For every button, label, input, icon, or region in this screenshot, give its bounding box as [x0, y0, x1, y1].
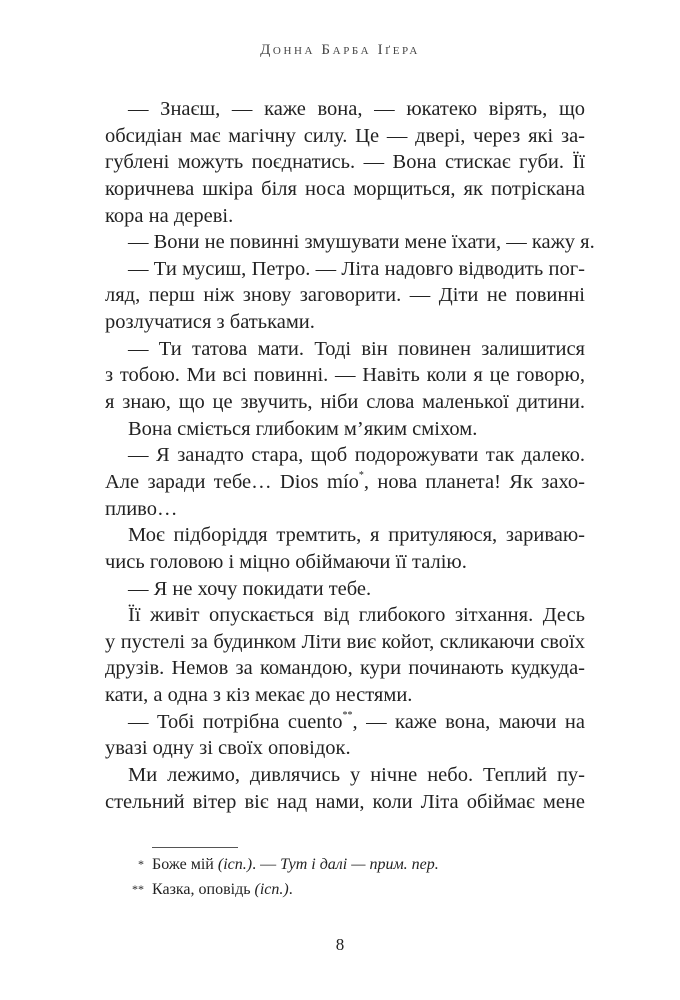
text-line: [105, 469, 585, 496]
text-span: — Знаєш, — каже вона, — юкатеко вірять, що: [128, 98, 585, 120]
text-span: , нова планета! Як захо-: [363, 470, 585, 493]
text-span: у пустелі за будинком Літи виє койот, скликаючи своїх: [105, 630, 585, 653]
text-line: [105, 282, 585, 309]
text-span: Тут і далі — прим. пер.: [280, 856, 439, 873]
text-line: [105, 549, 585, 576]
text-line: [105, 762, 585, 789]
text-span: Казка, оповідь: [152, 881, 255, 898]
text-line: [105, 389, 585, 416]
text-line: [105, 256, 585, 283]
footnote-text: [152, 877, 293, 902]
text-span: — Тобі потрібна cuento: [128, 710, 343, 733]
text-span: Її живіт опускається від глибокого зітхання. Десь: [128, 604, 585, 627]
text-line: [105, 496, 585, 523]
body-text: [105, 96, 595, 815]
text-line: [105, 735, 585, 762]
text-line: [105, 309, 585, 336]
text-line: [105, 789, 585, 816]
text-line: [105, 655, 585, 682]
running-head: Донна Барба Іґера: [260, 42, 420, 58]
text-span: — Вони не повинні змушувати мене їхати, — кажу я.: [128, 231, 595, 254]
text-span: (ісп.): [254, 881, 289, 898]
text-line: [105, 123, 585, 150]
text-line: [105, 709, 585, 736]
footnote-marker: **: [342, 709, 353, 721]
text-span: друзів. Немов за командою, кури починають кудкуда-: [105, 657, 585, 680]
text-span: кати, а одна з кіз мекає до нестями.: [105, 684, 413, 707]
text-line: [105, 96, 585, 123]
text-span: Ми лежимо, дивлячись у нічне небо. Теплий пу-: [128, 764, 585, 787]
text-line: [105, 149, 585, 176]
text-span: обсидіан має магічну силу. Це — двері, через які за-: [105, 124, 585, 147]
page-number: 8: [335, 935, 345, 954]
footnotes: [115, 852, 439, 902]
text-span: Але заради тебе… Dios mío: [105, 470, 359, 493]
text-span: ляд, перш ніж знову заговорити. — Діти не повинні: [105, 284, 585, 307]
text-span: стельний вітер віє над нами, коли Літа обіймає мене: [105, 790, 585, 813]
text-span: я знаю, що це звучить, ніби слова маленької дитини.: [105, 391, 585, 414]
text-span: — Ти татова мати. Тоді він повинен залишитися: [128, 337, 585, 360]
text-line: [105, 522, 585, 549]
text-span: кора на дереві.: [105, 204, 234, 227]
footnote-text: [152, 852, 439, 877]
text-line: [105, 362, 585, 389]
text-span: . —: [252, 856, 281, 873]
text-line: [105, 576, 585, 603]
text-line: [105, 682, 585, 709]
text-span: з тобою. Ми всі повинні. — Навіть коли я це говорю,: [105, 364, 585, 387]
text-span: (ісп.): [217, 856, 253, 873]
text-span: , — каже вона, маючи на: [352, 710, 585, 733]
text-span: .: [288, 881, 293, 898]
text-line: [105, 416, 585, 443]
text-line: [105, 602, 585, 629]
text-span: чись головою і міцно обіймаючи її талію.: [105, 550, 467, 573]
text-span: гублені можуть поєднатись. — Вона стискає губи. Її: [105, 151, 585, 174]
footnote: [115, 877, 439, 902]
text-span: — Ти мусиш, Петро. — Літа надовго відводить пог-: [128, 257, 585, 280]
text-line: [105, 629, 585, 656]
text-span: коричнева шкіра біля носа морщиться, як потріскана: [105, 177, 585, 200]
text-span: Вона сміється глибоким м’яким сміхом.: [128, 417, 478, 440]
text-span: пливо…: [105, 497, 178, 520]
text-span: — Я не хочу покидати тебе.: [128, 577, 372, 600]
text-span: розлучатися з батьками.: [105, 311, 315, 334]
text-span: — Я занадто стара, щоб подорожувати так далеко.: [128, 444, 585, 467]
footnote: [115, 852, 439, 877]
text-span: Боже мій: [152, 856, 218, 873]
text-span: Моє підборіддя тремтить, я притуляюся, зариваю-: [128, 524, 585, 547]
footnote-divider: [152, 847, 238, 848]
text-line: [105, 176, 585, 203]
footnote-mark: *: [138, 857, 144, 871]
text-line: [105, 442, 585, 469]
text-line: [105, 336, 585, 363]
footnote-mark: **: [132, 882, 144, 896]
text-line: [105, 203, 585, 230]
footnote-marker: *: [358, 469, 364, 481]
text-span: увазі одну зі своїх оповідок.: [105, 737, 351, 760]
text-line: [105, 229, 595, 256]
